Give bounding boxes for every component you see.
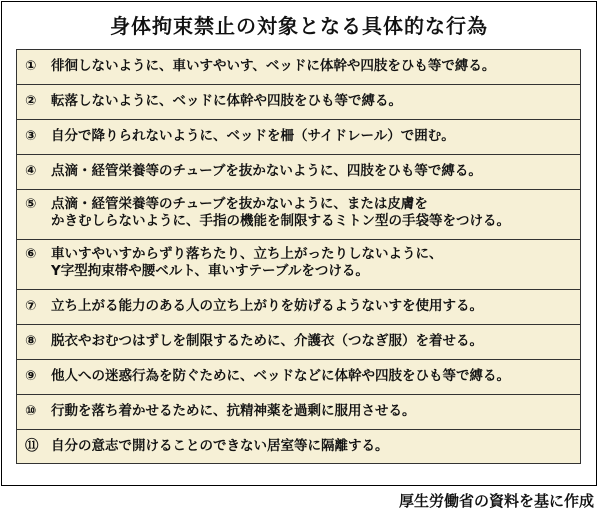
item-number: ③ — [25, 128, 37, 144]
item-text: 点滴・経管栄養等のチューブを抜かないように、または皮膚を かきむしらないように、手指の機能を制限するミトン型の手袋等をつける。 — [51, 196, 510, 229]
item-text: 自分で降りられないように、ベッドを柵（サイドレール）で囲む。 — [51, 128, 455, 144]
item-number: ⑧ — [25, 333, 37, 349]
list-item — [16, 239, 581, 289]
item-text: 立ち上がる能力のある人の立ち上がりを妨げるようないすを使用する。 — [51, 298, 483, 314]
item-text: 脱衣やおむつはずしを制限するために、介護衣（つなぎ服）を着せる。 — [51, 333, 483, 349]
list-item — [16, 359, 581, 394]
list-item — [16, 154, 581, 189]
item-number: ⑥ — [25, 246, 37, 262]
item-number: ⑪ — [25, 438, 39, 454]
item-number: ④ — [25, 163, 37, 179]
item-number: ① — [25, 58, 37, 74]
item-number: ② — [25, 93, 37, 109]
list-item — [16, 289, 581, 324]
item-text: 他人への迷惑行為を防ぐために、ベッドなどに体幹や四肢をひも等で縛る。 — [51, 368, 510, 384]
document-title: 身体拘束禁止の対象となる具体的な行為 — [110, 14, 488, 38]
item-text: 徘徊しないように、車いすやいす、ベッドに体幹や四肢をひも等で縛る。 — [51, 58, 496, 74]
list-item — [16, 119, 581, 154]
list-item — [16, 49, 581, 84]
item-text: 行動を落ち着かせるために、抗精神薬を過剰に服用させる。 — [51, 403, 416, 419]
item-text: 車いすやいすからずり落ちたり、立ち上がったりしないように、 Y字型拘束帯や腰ベルト、車いすテーブルをつける。 — [51, 246, 443, 279]
document-frame — [1, 1, 597, 486]
list-item — [16, 84, 581, 119]
source-note: 厚生労働省の資料を基に作成 — [398, 492, 594, 510]
item-text: 点滴・経管栄養等のチューブを抜かないように、四肢をひも等で縛る。 — [51, 163, 482, 179]
item-number: ⑦ — [25, 298, 37, 314]
list-item — [16, 394, 581, 429]
item-number: ⑩ — [25, 403, 37, 419]
list-item — [16, 429, 581, 464]
item-text: 自分の意志で開けることのできない居室等に隔離する。 — [51, 438, 389, 454]
item-number: ⑨ — [25, 368, 37, 384]
item-number: ⑤ — [25, 196, 37, 212]
prohibited-acts-list — [16, 49, 581, 464]
item-text: 転落しないように、ベッドに体幹や四肢をひも等で縛る。 — [51, 93, 402, 109]
list-item — [16, 324, 581, 359]
list-item — [16, 189, 581, 239]
